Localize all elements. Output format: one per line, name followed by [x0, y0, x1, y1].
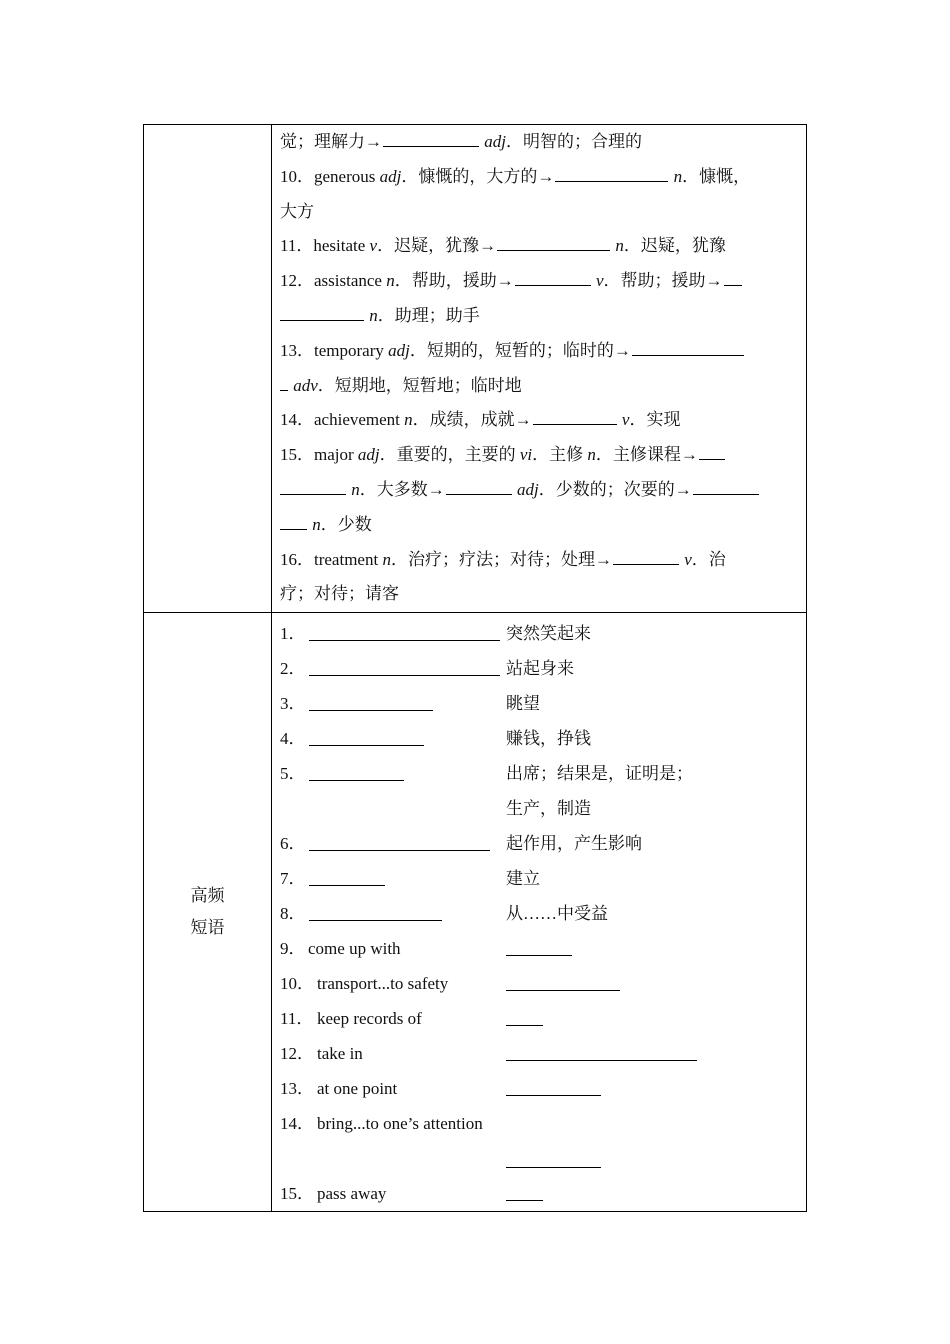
meaning-text: ．实现	[629, 410, 681, 430]
phrase-meaning: 眺望	[506, 694, 540, 714]
pos-label: n	[404, 410, 413, 430]
phrase-item	[280, 721, 794, 756]
answer-blank[interactable]	[309, 885, 385, 886]
word-line-16	[280, 543, 794, 578]
item-number: 1．	[280, 624, 306, 644]
pos-label: v	[621, 410, 630, 430]
answer-blank[interactable]	[533, 423, 617, 425]
meaning-text: ．慷慨的，大方的→	[401, 166, 555, 186]
answer-blank[interactable]	[309, 745, 424, 746]
headword: generous	[314, 166, 380, 186]
pos-label: adj	[484, 132, 506, 151]
table-row-words	[144, 125, 807, 613]
answer-blank[interactable]	[555, 180, 668, 182]
word-line-9-cont	[280, 125, 794, 160]
item-number: 12．	[280, 271, 314, 291]
meaning-text: ．明智的；合理的	[505, 132, 642, 151]
answer-blank[interactable]	[632, 354, 744, 356]
phrase-meaning: 赚钱，挣钱	[506, 729, 591, 749]
meaning-text: ．短期的，短暂的；临时的→	[409, 340, 631, 360]
answer-blank[interactable]	[309, 710, 433, 711]
meaning-text: 大方	[280, 201, 314, 221]
answer-blank[interactable]	[280, 319, 364, 321]
phrase-text: bring...to one’s attention	[317, 1114, 483, 1134]
phrase-list-cell	[272, 613, 807, 1212]
meaning-text: ．成绩，成就→	[412, 410, 532, 430]
word-section-label-cell	[144, 125, 272, 613]
answer-blank[interactable]	[506, 1095, 601, 1096]
pos-label: adv	[293, 375, 318, 395]
answer-blank[interactable]	[446, 493, 512, 495]
meaning-text: ．助理；助手	[377, 305, 480, 325]
answer-blank[interactable]	[506, 1025, 543, 1026]
phrase-item	[280, 861, 794, 896]
phrase-item	[280, 686, 794, 721]
word-line-14	[280, 403, 794, 438]
phrase-text: take in	[317, 1044, 363, 1064]
word-line-16-cont	[280, 577, 794, 612]
meaning-text: ．迟疑，犹豫→	[377, 236, 497, 256]
word-line-13	[280, 334, 794, 369]
pos-label: n	[312, 514, 321, 534]
phrase-item	[280, 1001, 794, 1036]
meaning-text: ．主修课程→	[595, 445, 698, 465]
phrase-item	[280, 931, 794, 966]
phrase-item	[280, 1071, 794, 1106]
word-line-12-cont	[280, 299, 794, 334]
table-row-phrases	[144, 613, 807, 1212]
phrase-meaning: 从……中受益	[506, 904, 608, 924]
phrase-section-label-cell	[144, 613, 272, 1212]
answer-blank[interactable]	[699, 458, 725, 460]
item-number: 5．	[280, 764, 306, 784]
meaning-text: 觉；理解力→	[280, 132, 382, 151]
answer-blank[interactable]	[506, 990, 620, 991]
phrase-text: come up with	[308, 939, 401, 959]
pos-label: n	[369, 305, 378, 325]
word-list-cell	[272, 125, 807, 613]
phrase-item	[280, 826, 794, 861]
meaning-text: 疗；对待；请客	[280, 584, 399, 604]
answer-blank[interactable]	[309, 850, 490, 851]
phrase-item	[280, 966, 794, 1001]
pos-label: n	[673, 166, 683, 186]
item-number: 15．	[280, 1184, 314, 1204]
phrase-item	[280, 1106, 794, 1176]
meaning-text: ．短期地，短暂地；临时地	[317, 375, 522, 395]
phrase-meaning: 生产，制造	[506, 799, 591, 819]
phrase-meaning: 起作用，产生影响	[506, 834, 642, 854]
item-number: 10．	[280, 166, 314, 186]
word-line-11	[280, 229, 794, 264]
word-line-10	[280, 160, 794, 195]
meaning-text: ．帮助，援助→	[394, 271, 514, 291]
answer-blank[interactable]	[506, 1167, 601, 1168]
meaning-text: ．主修	[532, 445, 588, 465]
answer-blank[interactable]	[280, 493, 346, 495]
phrase-item	[280, 1176, 794, 1211]
meaning-text: ．迟疑，犹豫	[623, 236, 726, 256]
pos-label: n	[351, 479, 360, 499]
vocabulary-table	[143, 124, 807, 1212]
word-line-13-cont	[280, 369, 794, 404]
headword: treatment	[314, 549, 383, 569]
answer-blank[interactable]	[497, 249, 610, 251]
phrase-item	[280, 1036, 794, 1071]
item-number: 11．	[280, 236, 314, 256]
answer-blank[interactable]	[309, 640, 500, 641]
phrase-item	[280, 756, 794, 826]
word-line-15-cont	[280, 473, 794, 508]
item-number: 14．	[280, 1114, 314, 1134]
pos-label: v	[684, 549, 692, 569]
item-number: 6．	[280, 834, 306, 854]
pos-label: n	[382, 549, 391, 569]
meaning-text: ．治	[691, 549, 726, 569]
section-label: 短语	[190, 918, 225, 939]
phrase-item	[280, 651, 794, 686]
answer-blank[interactable]	[309, 780, 404, 781]
meaning-text: ．少数	[320, 514, 372, 534]
meaning-text: ．慷慨，	[682, 166, 751, 186]
item-number: 2．	[280, 659, 306, 679]
item-number: 9．	[280, 939, 306, 959]
phrase-item	[280, 896, 794, 931]
phrase-text: keep records of	[317, 1009, 422, 1029]
item-number: 12．	[280, 1044, 314, 1064]
item-number: 15．	[280, 445, 314, 465]
item-number: 16．	[280, 549, 314, 569]
word-line-15	[280, 438, 794, 473]
word-line-12	[280, 264, 794, 299]
pos-label: adj	[357, 445, 380, 465]
answer-blank[interactable]	[515, 284, 591, 286]
answer-blank[interactable]	[506, 1060, 697, 1061]
headword: hesitate	[313, 236, 370, 256]
item-number: 10．	[280, 974, 314, 994]
pos-label: adj	[388, 340, 410, 360]
item-number: 11．	[280, 1009, 314, 1029]
item-number: 4．	[280, 729, 306, 749]
phrase-meaning: 突然笑起来	[506, 624, 591, 644]
pos-label: adj	[379, 166, 402, 186]
meaning-text: ．治疗；疗法；对待；处理→	[390, 549, 612, 569]
meaning-text: ．大多数→	[359, 479, 445, 499]
headword: major	[314, 445, 358, 465]
pos-label: vi	[519, 445, 533, 465]
answer-blank[interactable]	[309, 675, 500, 676]
answer-blank[interactable]	[309, 920, 442, 921]
pos-label: n	[615, 236, 624, 256]
pos-label: v	[595, 271, 604, 291]
section-label: 高频	[190, 886, 225, 907]
item-number: 7．	[280, 869, 306, 889]
pos-label: adj	[517, 479, 539, 499]
phrase-text: transport...to safety	[317, 974, 449, 994]
headword: achievement	[314, 410, 405, 430]
pos-label: n	[587, 445, 596, 465]
item-number: 13．	[280, 1079, 314, 1099]
phrase-meaning: 建立	[506, 869, 540, 889]
phrase-meaning: 站起身来	[506, 659, 574, 679]
answer-blank[interactable]	[693, 493, 759, 495]
headword: assistance	[314, 271, 387, 291]
item-number: 3．	[280, 694, 306, 714]
phrase-text: pass away	[317, 1184, 387, 1204]
meaning-text: ．帮助；援助→	[603, 271, 723, 291]
answer-blank[interactable]	[506, 1200, 543, 1201]
answer-blank[interactable]	[280, 389, 288, 391]
phrase-item	[280, 616, 794, 651]
phrase-text: at one point	[317, 1079, 398, 1099]
pos-label: v	[369, 236, 378, 256]
word-line-15-cont2	[280, 508, 794, 543]
pos-label: n	[386, 271, 395, 291]
meaning-text: ．少数的；次要的→	[538, 479, 692, 499]
answer-blank[interactable]	[613, 563, 679, 565]
phrase-meaning: 出席；结果是，证明是；	[506, 764, 693, 784]
answer-blank[interactable]	[383, 145, 479, 147]
item-number: 14．	[280, 410, 314, 430]
answer-blank[interactable]	[280, 528, 307, 530]
answer-blank[interactable]	[724, 284, 742, 286]
word-line-10-cont	[280, 195, 794, 230]
item-number: 13．	[280, 340, 314, 360]
meaning-text: ．重要的，主要的	[379, 445, 520, 465]
answer-blank[interactable]	[506, 955, 572, 956]
item-number: 8．	[280, 904, 306, 924]
headword: temporary	[314, 340, 389, 360]
